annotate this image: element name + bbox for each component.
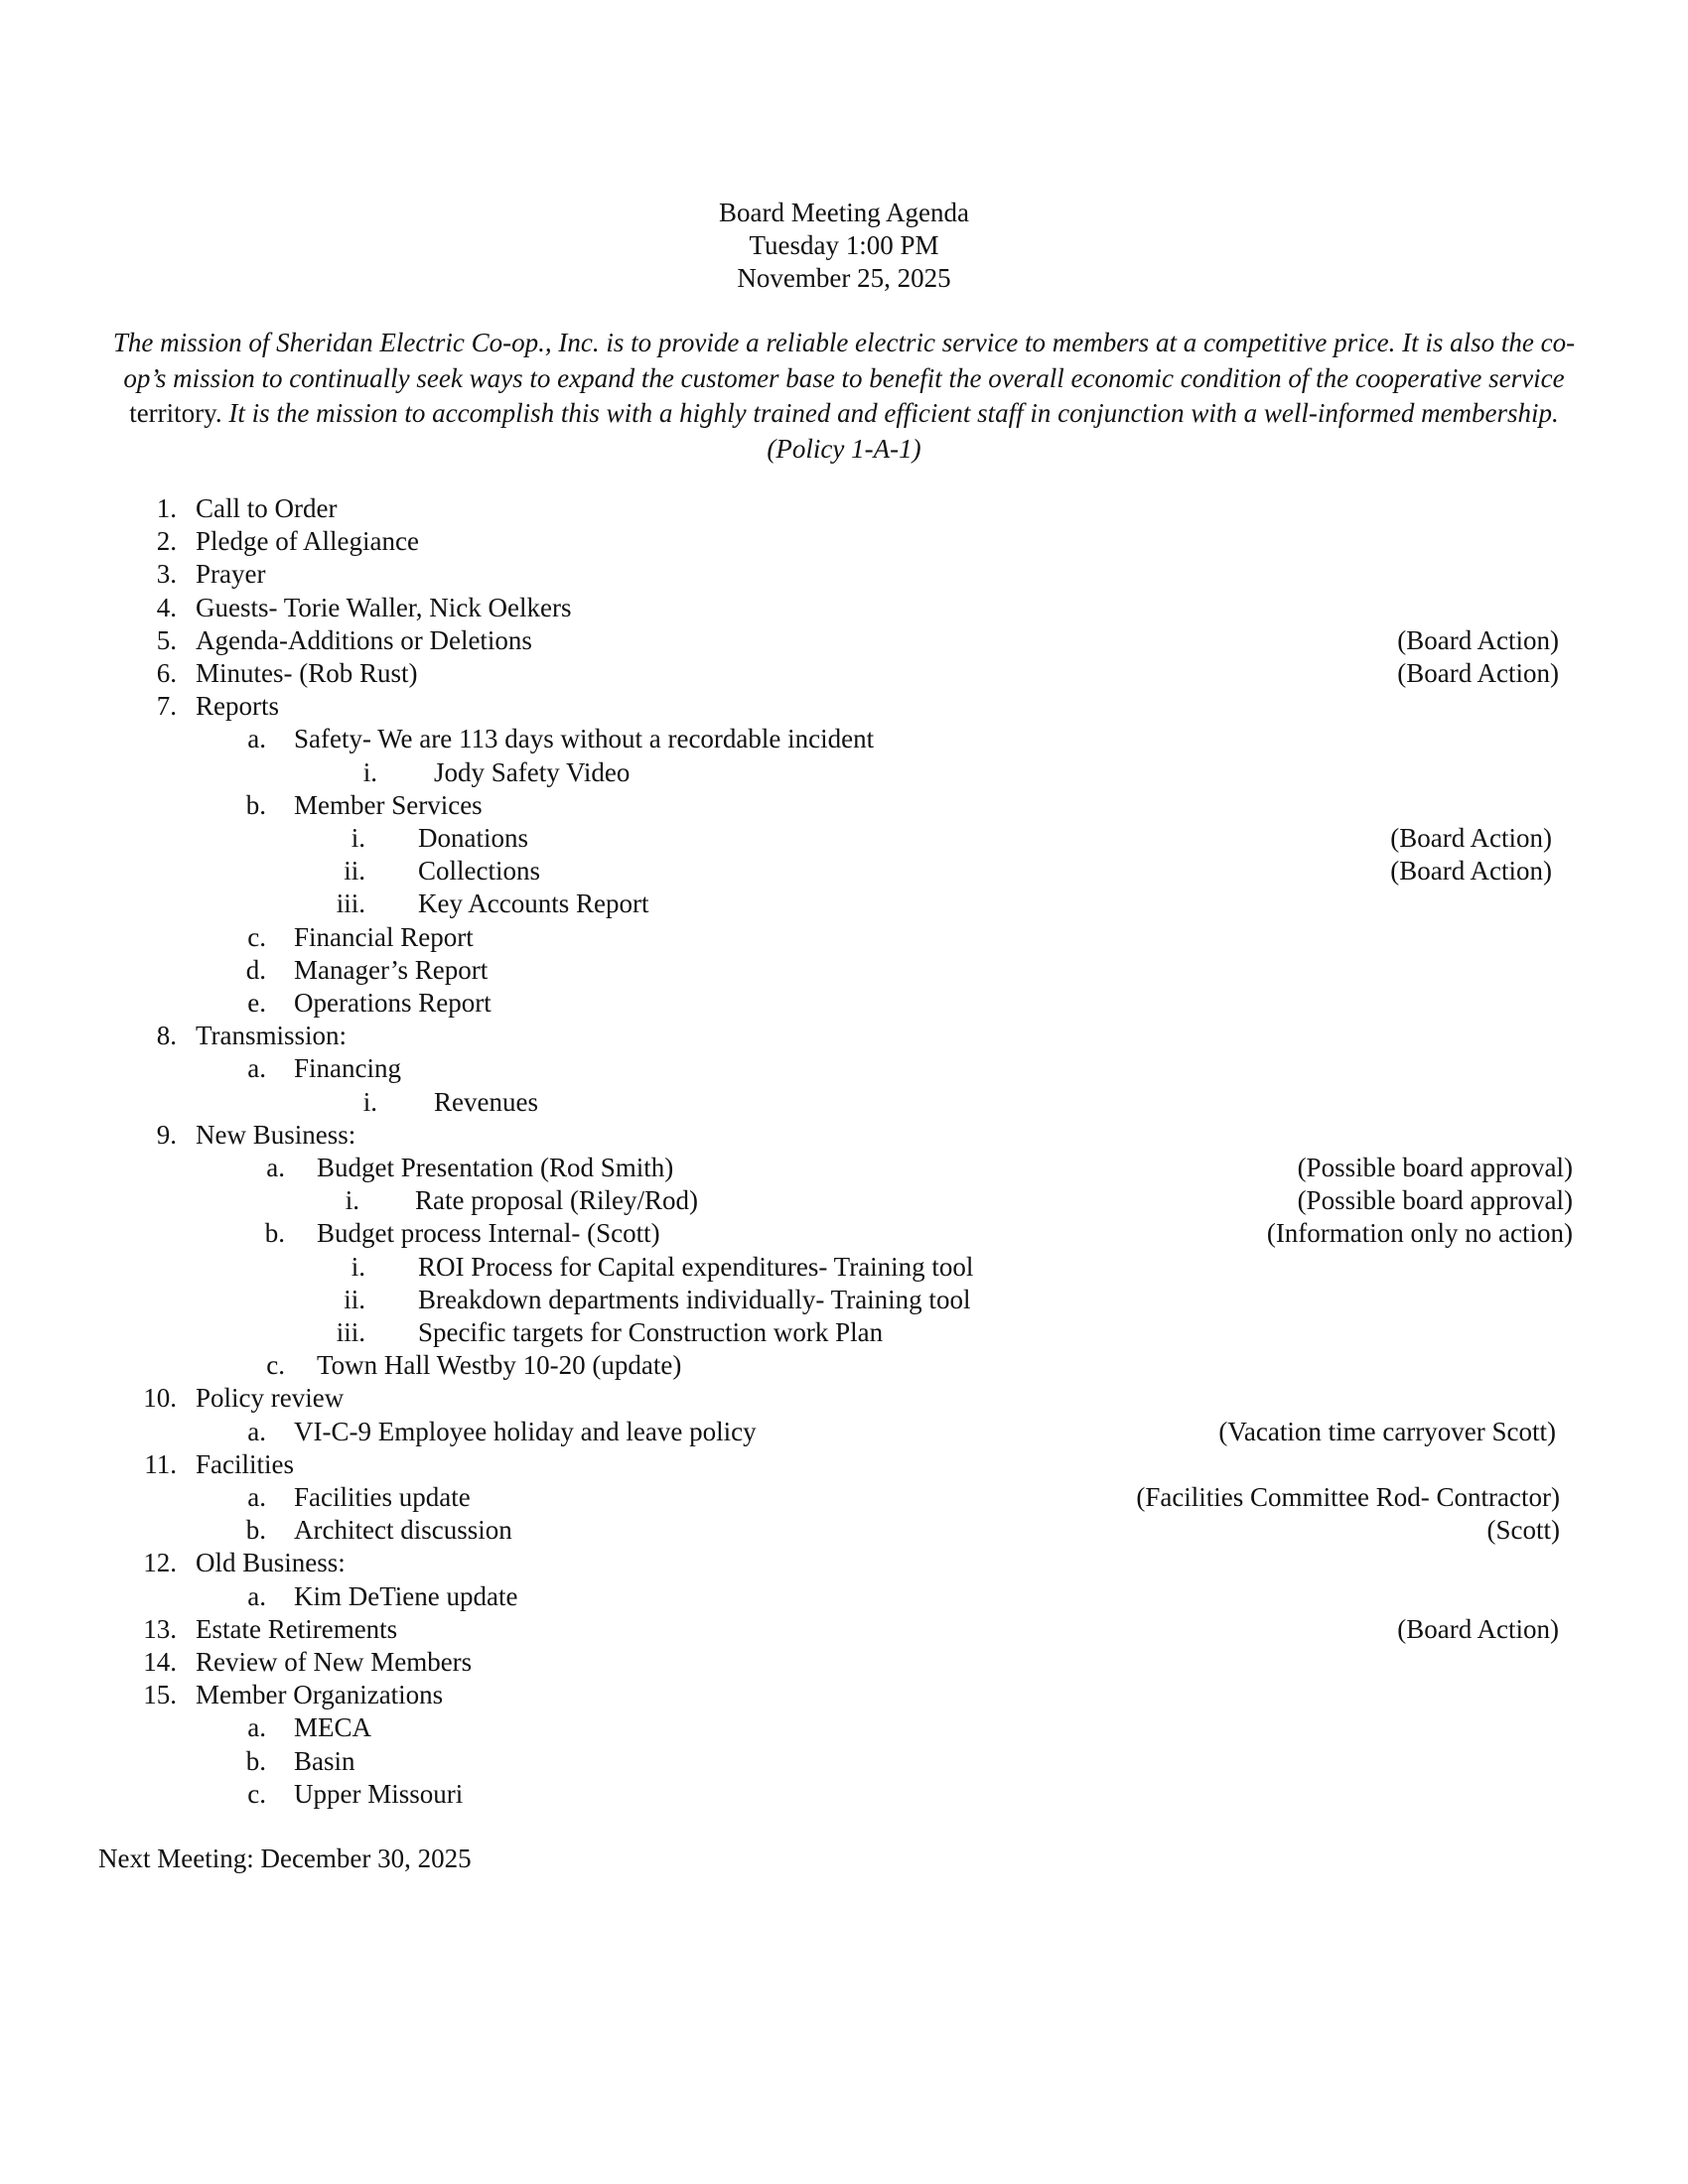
agenda-item-marker: 10. xyxy=(143,1383,177,1414)
agenda-item-text: Donations xyxy=(418,823,528,853)
agenda-item-marker: 3. xyxy=(156,559,177,590)
agenda-item-text: Collections xyxy=(418,856,540,887)
agenda-item-marker: i. xyxy=(362,756,377,787)
agenda-item-marker: 4. xyxy=(156,592,177,622)
agenda-item-text: Policy review xyxy=(196,1383,345,1414)
agenda-item-text: Review of New Members xyxy=(196,1647,473,1677)
agenda-item-text: Transmission: xyxy=(196,1021,348,1051)
agenda-item-text: MECA xyxy=(294,1712,372,1743)
meeting-time: Tuesday 1:00 PM xyxy=(749,230,939,260)
agenda-title: Board Meeting Agenda xyxy=(719,198,969,227)
agenda-item-text: Facilities xyxy=(196,1448,294,1479)
agenda-item-action-note: (Board Action) xyxy=(1390,856,1552,887)
agenda-item-marker: iii. xyxy=(336,1317,365,1347)
agenda-item-action-note: (Board Action) xyxy=(1390,823,1552,853)
agenda-item-text: Safety- We are 113 days without a recordable incident xyxy=(294,724,875,754)
agenda-item-marker: 13. xyxy=(143,1613,177,1644)
agenda-item-marker: ii. xyxy=(344,856,365,887)
agenda-item-text: Financing xyxy=(294,1053,401,1084)
agenda-item-text: Rate proposal (Riley/Rod) xyxy=(415,1185,698,1216)
agenda-item-action-note: (Possible board approval) xyxy=(1297,1185,1573,1216)
agenda-item-action-note: (Scott) xyxy=(1486,1515,1560,1546)
agenda-item-marker: 9. xyxy=(156,1119,177,1150)
agenda-item-marker: 14. xyxy=(143,1647,177,1677)
agenda-item-marker: c. xyxy=(247,921,266,952)
agenda-item-text: Member Services xyxy=(294,789,483,820)
agenda-item-text: VI-C-9 Employee holiday and leave policy xyxy=(294,1416,757,1446)
mission-text-3: It is the mission to accomplish this with a highly trained and efficient staff in conjunction with a well-informed membership. (Policy 1-A-1) xyxy=(221,398,1559,464)
agenda-item-text: Town Hall Westby 10-20 (update) xyxy=(317,1350,682,1381)
mission-text-1: The mission of Sheridan Electric Co-op., Inc. is to provide a reliable electric service to members at a competitive price. It is also the co-op’s mission to continually seek ways to expand the customer base to benefit the overall economic condition of the cooperative service xyxy=(112,328,1576,393)
agenda-item-text: Agenda-Additions or Deletions xyxy=(196,624,532,655)
agenda-item-marker: 8. xyxy=(156,1021,177,1051)
agenda-item-marker: a. xyxy=(247,1482,266,1512)
agenda-item-marker: 5. xyxy=(156,624,177,655)
agenda-item-text: Kim DeTiene update xyxy=(294,1580,518,1611)
agenda-item-marker: i. xyxy=(351,1251,365,1282)
mission-text-2: territory. xyxy=(129,398,222,428)
agenda-item-marker: b. xyxy=(245,1745,266,1776)
agenda-item-marker: b. xyxy=(245,789,266,820)
agenda-item-text: Pledge of Allegiance xyxy=(196,526,419,557)
agenda-item-text: Reports xyxy=(196,691,279,722)
agenda-item-action-note: (Vacation time carryover Scott) xyxy=(1218,1416,1556,1446)
agenda-item-marker: ii. xyxy=(344,1284,365,1314)
agenda-item-text: Financial Report xyxy=(294,921,474,952)
agenda-item-marker: i. xyxy=(362,1086,377,1117)
agenda-item-text: Specific targets for Construction work Plan xyxy=(418,1317,884,1347)
agenda-item-action-note: (Possible board approval) xyxy=(1297,1153,1573,1182)
agenda-item-marker: a. xyxy=(247,1580,266,1611)
agenda-item-marker: i. xyxy=(351,823,365,853)
agenda-item-marker: c. xyxy=(247,1778,266,1809)
next-meeting: Next Meeting: December 30, 2025 xyxy=(98,1843,472,1873)
agenda-item-text: Minutes- (Rob Rust) xyxy=(196,658,418,688)
agenda-item-action-note: (Board Action) xyxy=(1397,1613,1559,1644)
agenda-item-marker: a. xyxy=(247,1712,266,1743)
agenda-item-text: Estate Retirements xyxy=(196,1613,398,1644)
agenda-item-text: Upper Missouri xyxy=(294,1778,464,1809)
agenda-item-marker: c. xyxy=(266,1350,285,1381)
agenda-item-text: Prayer xyxy=(196,559,266,590)
agenda-item-text: Old Business: xyxy=(196,1548,346,1578)
agenda-item-marker: iii. xyxy=(336,888,365,919)
agenda-item-text: ROI Process for Capital expenditures- Training tool xyxy=(418,1251,974,1282)
agenda-item-text: Basin xyxy=(294,1745,355,1776)
agenda-item-marker: 15. xyxy=(143,1680,177,1710)
agenda-item-text: Breakdown departments individually- Training tool xyxy=(418,1284,971,1314)
agenda-item-text: Architect discussion xyxy=(294,1515,512,1546)
agenda-item-marker: 12. xyxy=(143,1548,177,1578)
agenda-item-text: Operations Report xyxy=(294,988,492,1018)
agenda-item-marker: 7. xyxy=(156,691,177,722)
agenda-item-marker: a. xyxy=(247,1416,266,1446)
agenda-item-text: Budget process Internal- (Scott) xyxy=(317,1218,660,1249)
agenda-item-marker: e. xyxy=(247,988,266,1018)
agenda-item-marker: 11. xyxy=(144,1448,177,1479)
agenda-item-text: Revenues xyxy=(434,1086,538,1117)
agenda-item-marker: a. xyxy=(266,1153,285,1182)
agenda-item-text: Key Accounts Report xyxy=(418,888,649,919)
agenda-item-text: Manager’s Report xyxy=(294,954,489,985)
agenda-item-marker: d. xyxy=(245,954,266,985)
agenda-item-text: Budget Presentation (Rod Smith) xyxy=(317,1153,674,1182)
agenda-item-text: Member Organizations xyxy=(196,1680,444,1710)
agenda-item-action-note: (Board Action) xyxy=(1397,658,1559,688)
agenda-item-marker: 2. xyxy=(156,526,177,557)
agenda-item-text: New Business: xyxy=(196,1119,356,1150)
meeting-date: November 25, 2025 xyxy=(737,263,951,293)
agenda-item-marker: 6. xyxy=(156,658,177,688)
agenda-item-marker: b. xyxy=(245,1515,266,1546)
agenda-item-marker: i. xyxy=(345,1185,359,1216)
agenda-item-action-note: (Board Action) xyxy=(1397,624,1559,655)
agenda-item-action-note: (Information only no action) xyxy=(1266,1218,1573,1249)
agenda-item-marker: 1. xyxy=(156,493,177,523)
agenda-item-marker: a. xyxy=(247,1053,266,1084)
agenda-item-marker: b. xyxy=(264,1218,285,1249)
agenda-item-marker: a. xyxy=(247,724,266,754)
agenda-item-text: Call to Order xyxy=(196,493,338,523)
agenda-item-text: Guests- Torie Waller, Nick Oelkers xyxy=(196,592,572,622)
agenda-item-text: Jody Safety Video xyxy=(434,756,631,787)
agenda-item-action-note: (Facilities Committee Rod- Contractor) xyxy=(1136,1482,1560,1512)
mission-statement xyxy=(109,326,1579,467)
agenda-item-text: Facilities update xyxy=(294,1482,471,1512)
